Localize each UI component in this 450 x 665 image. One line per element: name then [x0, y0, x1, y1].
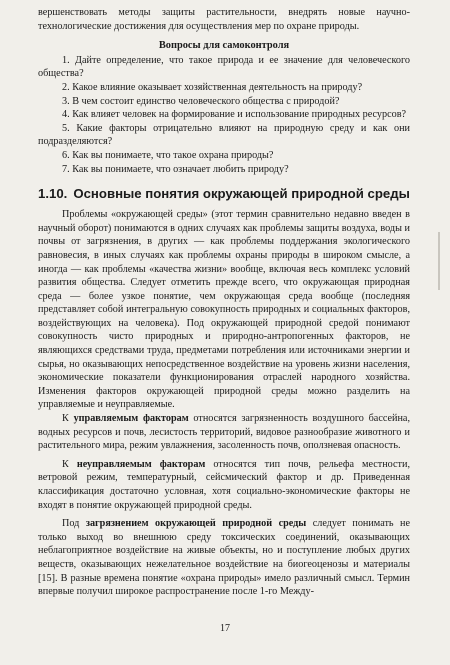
question-item: 4. Как влияет человек на формирование и использование природных ресурсов?	[62, 109, 407, 121]
term-pollution: загрязнением окружающей природной среды	[85, 518, 307, 530]
question-item: 5. Какие факторы отрицательно влияют на природную среду и как они подразделяются?	[38, 122, 410, 148]
question-item: 6. Как вы понимаете, что такое охрана природы?	[62, 149, 274, 161]
question-item: 3. В чем состоит единство человеческого общества с природой?	[62, 95, 340, 107]
body-paragraph-4	[38, 517, 410, 599]
paragraph-lead: К	[62, 413, 74, 425]
page-number: 17	[220, 623, 230, 634]
intro-paragraph: вершенствовать методы защиты растительности, внедрять новые научно-технологические достижения для осуществления мер по охране природы.	[38, 7, 410, 32]
paragraph-text: следует понимать не только выход во внешнюю среду токсических соединений, оказывающих неблагоприятное воздействие на живые объекты, но и поступление любых других веществ, оказывающих нежелательное воздействие на биогеоценозы и материалы [15]. В разные времена понятие «охрана природы» имело различный смысл. Термин впервые получил широкое распространение после 1-го Между-	[38, 518, 411, 598]
body-paragraph-1: Проблемы «окружающей среды» (этот термин сравнительно недавно введен в научный оборот) понимаются в одних случаях как проблемы защиты воздуха, воды и почвы от загрязнения, в других — как проблемы поддержания экологического равновесия, в иных случаях как проблемы охраны природы в широком смысле, а иногда — как проблемы «качества жизни» вообще, включая весь комплекс условий развития общества. Следует отметить прежде всего, что окружающая природная среда — более узкое понятие, чем окружающая среда вообще (последняя представляет собой интегральную совокупность природных и социальных факторов, воздействующих на человека). Под окружающей природной средой понимают совокупность чисто природных и природно-антропогенных факторов, не являющихся средствами труда, предметами потребления или источниками энергии и сырья, но оказывающих непосредственное воздействие на уровень жизни населения, экономические показатели функционирования отраслей народного хозяйства. Изменения факторов окружающей природной среды можно разделить на управляемые и неуправляемые.	[38, 209, 410, 411]
term-uncontrolled-factors: неуправляемым факторам	[76, 458, 206, 470]
questions-title: Вопросы для самоконтроля	[158, 40, 290, 52]
paragraph-lead: К	[62, 458, 77, 470]
section-title: Основные понятия окружающей природной среды	[73, 186, 410, 202]
question-item: 2. Какое влияние оказывает хозяйственная деятельность на природу?	[62, 81, 363, 93]
paragraph-lead: Под	[62, 518, 86, 530]
body-paragraph-2	[38, 412, 410, 453]
body-paragraph-3	[38, 458, 410, 512]
question-item: 7. Как вы понимаете, что означает любить природу?	[62, 163, 289, 175]
question-item: 1. Дайте определение, что такое природа и ее значение для человеческого общества?	[38, 54, 410, 80]
paragraph-text: относятся тип почв, рельефа местности, ветровой режим, температурный, сейсмический фактор и др. Приведенная классификация достаточно условная, хотя социально-экономические факторы не входят в понятие окружающей природной среды.	[38, 458, 411, 511]
section-number: 1.10.	[38, 186, 68, 202]
scan-edge-mark	[438, 232, 440, 290]
section-heading	[38, 186, 410, 202]
term-controlled-factors: управляемым факторам	[73, 413, 189, 425]
paragraph-text: относятся загрязненность воздушного бассейна, водных ресурсов и почв, лесистость территорий, видовое разнообразие животного и растительного мира, режим увлажнения, засоленность почв, оползневая опасность.	[38, 413, 410, 452]
